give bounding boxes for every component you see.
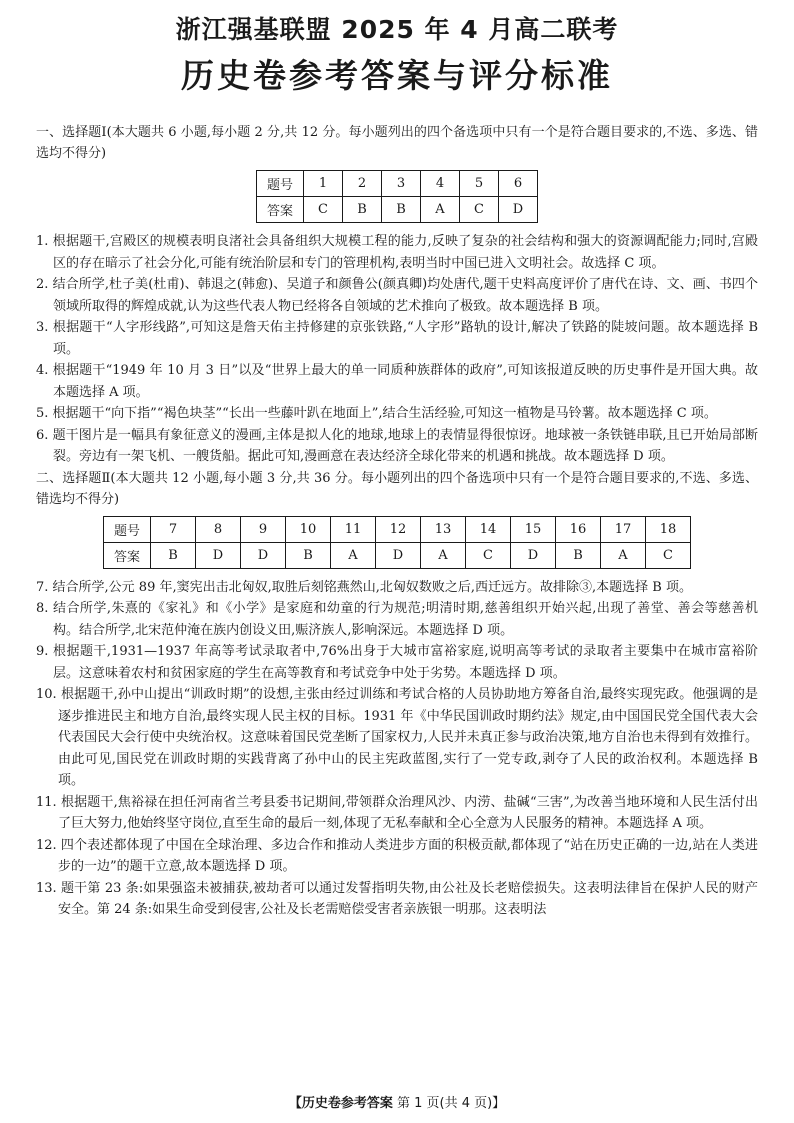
answer-cell: A [601, 542, 646, 568]
explanation-item: 11. 根据题干,焦裕禄在担任河南省兰考县委书记期间,带领群众治理风沙、内涝、盐碱“三害”,为改善当地环境和人民生活付出了巨大努力,他始终坚守岗位,直至生命的最后一刻,体现了无私奉献和全心全意为人民服务的精神。本题选择 A 项。 [36, 794, 758, 831]
answer-cell: D [196, 542, 241, 568]
page-footer [0, 1092, 794, 1111]
question-number: 11 [331, 516, 376, 542]
table-row-answers [257, 197, 538, 223]
row-label-number: 题号 [104, 516, 151, 542]
explanation-item: 5. 根据题干“向下指”“褐色块茎”“长出一些藤叶趴在地面上”,结合生活经验,可知这一植物是马铃薯。故本题选择 C 项。 [36, 406, 717, 421]
question-number: 13 [421, 516, 466, 542]
footer-document-label: 【历史卷参考答案 [288, 1096, 393, 1111]
answer-cell: A [421, 197, 460, 223]
section1-heading: 一、选择题Ⅰ(本大题共 6 小题,每小题 2 分,共 12 分。每小题列出的四个备选项中只有一个是符合题目要求的,不选、多选、错选均不得分) [36, 125, 758, 161]
explanation-item: 1. 根据题干,宫殿区的规模表明良渚社会具备组织大规模工程的能力,反映了复杂的社会结构和强大的资源调配能力;同时,宫殿区的存在暗示了社会分化,可能有统治阶层和专门的管理机构,表明当时中国已进入文明社会。故选择 C 项。 [36, 234, 758, 271]
explanation-item: 13. 题干第 23 条:如果强盗未被捕获,被劫者可以通过发誓指明失物,由公社及长老赔偿损失。这表明法律旨在保护人民的财产安全。第 24 条:如果生命受到侵害,公社及长老需赔偿受害者亲族银一明那。这表明法 [36, 880, 758, 917]
explanation-item: 3. 根据题干“人字形线路”,可知这是詹天佑主持修建的京张铁路,“人字形”路轨的设计,解决了铁路的陡坡问题。故本题选择 B 项。 [36, 320, 758, 357]
question-number: 8 [196, 516, 241, 542]
explanation-item: 10. 根据题干,孙中山提出“训政时期”的设想,主张由经过训练和考试合格的人员协助地方筹备自治,最终实现宪政。他强调的是逐步推进民主和地方自治,最终实现人民主权的目标。1931 年《中华民国训政时期约法》规定,由中国国民党全国代表大会代表国民大会行使中央统治权。这意味着国民党垄断了国家权力,人民并未真正参与政治决策,地方自治也未得到有效推行。由此可见,国民党在训政时期的实践背离了孙中山的民主宪政蓝图,实行了一党专政,剥夺了人民的政治权利。本题选择 B 项。 [36, 687, 758, 788]
answer-cell: B [286, 542, 331, 568]
question-number: 1 [304, 171, 343, 197]
answer-cell: D [376, 542, 421, 568]
row-label-answer: 答案 [104, 542, 151, 568]
document-title: 历史卷参考答案与评分标准 [181, 56, 613, 95]
question-number: 15 [511, 516, 556, 542]
row-label-number: 题号 [257, 171, 304, 197]
section2-answer-table [103, 516, 691, 569]
section2-heading: 二、选择题Ⅱ(本大题共 12 小题,每小题 3 分,共 36 分。每小题列出的四个备选项中只有一个是符合题目要求的,不选、多选、错选均不得分) [36, 470, 758, 507]
question-number: 6 [499, 171, 538, 197]
question-number: 14 [466, 516, 511, 542]
table-row-numbers [104, 516, 691, 542]
content-body [36, 122, 758, 921]
answer-cell: C [460, 197, 499, 223]
question-number: 12 [376, 516, 421, 542]
answer-cell: B [151, 542, 196, 568]
question-number: 5 [460, 171, 499, 197]
answer-cell: A [331, 542, 376, 568]
explanation-item: 8. 结合所学,朱熹的《家礼》和《小学》是家庭和幼童的行为规范;明清时期,慈善组织开始兴起,出现了善堂、善会等慈善机构。结合所学,北宋范仲淹在族内创设义田,赈济族人,影响深远。本题选择 D 项。 [36, 601, 758, 638]
answer-cell: C [466, 542, 511, 568]
question-number: 16 [556, 516, 601, 542]
explanation-item: 4. 根据题干“1949 年 10 月 3 日”以及“世界上最大的单一同质种族群体的政府”,可知该报道反映的历史事件是开国大典。故本题选择 A 项。 [36, 363, 758, 400]
answer-cell: D [499, 197, 538, 223]
explanation-item: 7. 结合所学,公元 89 年,窦宪出击北匈奴,取胜后刻铭燕然山,北匈奴数败之后,西迁远方。故排除③,本题选择 B 项。 [36, 579, 692, 595]
question-number: 17 [601, 516, 646, 542]
answer-cell: A [421, 542, 466, 568]
row-label-answer: 答案 [257, 197, 304, 223]
answer-cell: C [646, 542, 691, 568]
answer-cell: D [241, 542, 286, 568]
answer-cell: B [556, 542, 601, 568]
answer-cell: B [343, 197, 382, 223]
question-number: 10 [286, 516, 331, 542]
section1-answer-table [256, 170, 538, 223]
explanation-item: 2. 结合所学,杜子美(杜甫)、韩退之(韩愈)、吴道子和颜鲁公(颜真卿)均处唐代,题干史料高度评价了唐代在诗、文、画、书四个领域所取得的辉煌成就,认为这些代表人物已经将各自领域的艺术推向了极致。故本题选择 B 项。 [36, 277, 758, 314]
table-row-answers [104, 542, 691, 568]
explanation-item: 9. 根据题干,1931—1937 年高等考试录取者中,76%出身于大城市富裕家庭,说明高等考试的录取者主要集中在城市富裕阶层。这意味着农村和贫困家庭的学生在高等教育和考试竞争中处于劣势。本题选择 D 项。 [36, 644, 758, 681]
explanation-item: 6. 题干图片是一幅具有象征意义的漫画,主体是拟人化的地球,地球上的表情显得很惊讶。地球被一条铁链串联,且已开始局部断裂。旁边有一架飞机、一艘货船。据此可知,漫画意在表达经济全球化带来的机遇和挑战。故本题选择 D 项。 [36, 427, 758, 464]
explanation-item: 12. 四个表述都体现了中国在全球治理、多边合作和推动人类进步方面的积极贡献,都体现了“站在历史正确的一边,站在人类进步的一边”的题干立意,故本题选择 D 项。 [36, 837, 758, 874]
exam-title: 浙江强基联盟 2025 年 4 月高二联考 [175, 15, 619, 44]
answer-cell: D [511, 542, 556, 568]
footer-page-number: 第 1 页(共 4 页)】 [396, 1096, 506, 1111]
question-number: 3 [382, 171, 421, 197]
question-number: 9 [241, 516, 286, 542]
question-number: 18 [646, 516, 691, 542]
question-number: 4 [421, 171, 460, 197]
table-row-numbers [257, 171, 538, 197]
question-number: 7 [151, 516, 196, 542]
question-number: 2 [343, 171, 382, 197]
answer-cell: C [304, 197, 343, 223]
answer-cell: B [382, 197, 421, 223]
